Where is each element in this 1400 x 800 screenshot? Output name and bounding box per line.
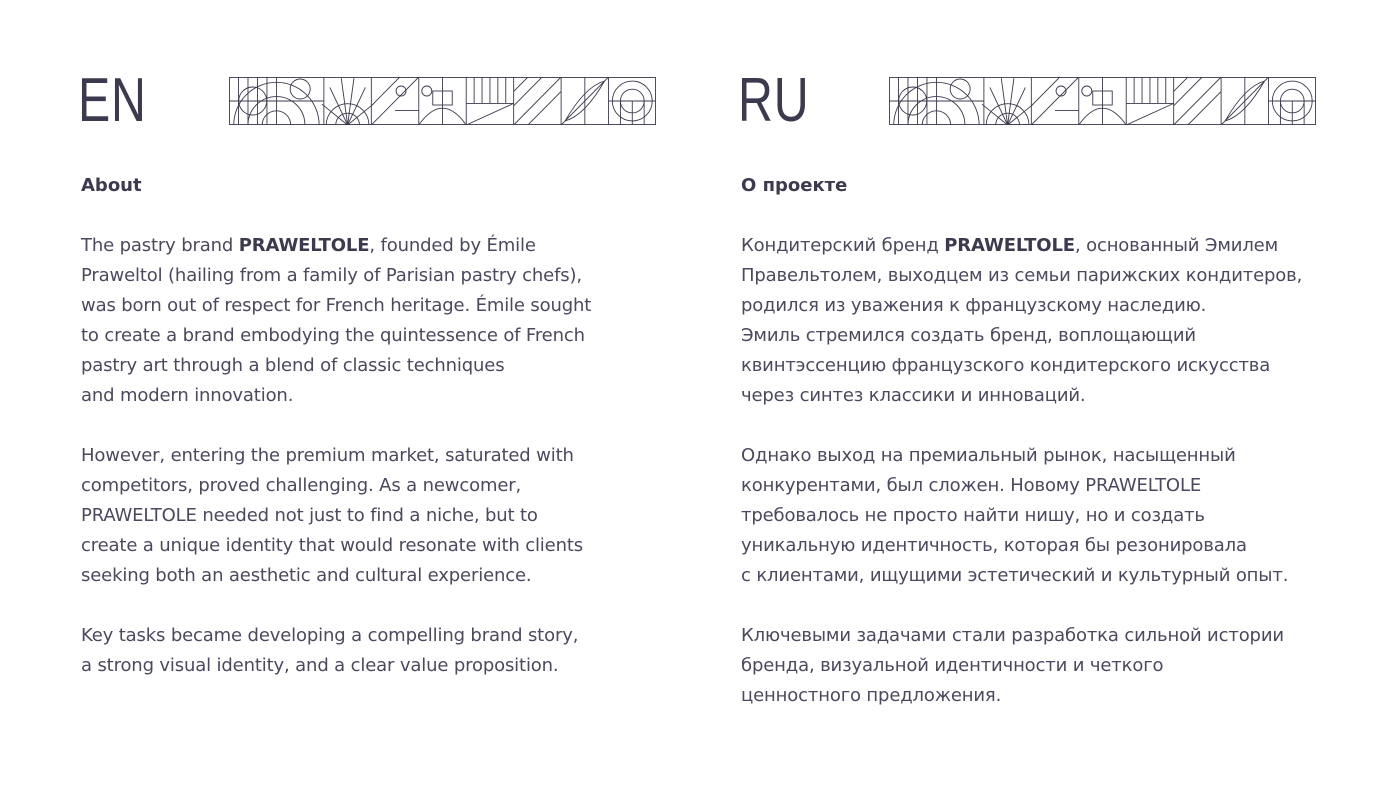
paragraph-line — [741, 531, 1288, 561]
language-code-ru: RU — [738, 66, 810, 135]
paragraph-line — [741, 351, 1302, 381]
text-span: , founded by Émile — [369, 235, 536, 256]
text-span: seeking both an aesthetic and cultural experience. — [81, 565, 532, 586]
paragraph-line — [81, 261, 591, 291]
paragraph-line — [81, 231, 591, 261]
paragraph-line — [81, 441, 583, 471]
brand-name: PRAWELTOLE — [944, 235, 1075, 256]
text-span: was born out of respect for French heritage. Émile sought — [81, 295, 592, 316]
section-heading-en: About — [81, 175, 142, 196]
paragraph-ru-2 — [741, 441, 1288, 591]
text-span: to create a brand embodying the quintessence of French — [81, 325, 585, 346]
paragraph-line — [81, 651, 578, 681]
text-span: бренда, визуальной идентичности и четкого — [741, 655, 1164, 676]
text-span: квинтэссенцию французского кондитерского искусства — [741, 355, 1271, 376]
language-code-en: EN — [78, 66, 147, 135]
text-span: Кондитерский бренд — [741, 235, 945, 256]
text-span: родился из уважения к французскому наследию. — [741, 295, 1207, 316]
paragraph-line — [741, 231, 1302, 261]
text-span: уникальную идентичность, которая бы резонировала — [741, 535, 1247, 556]
paragraph-en-2 — [81, 441, 583, 591]
art-deco-ornament-icon — [229, 77, 656, 125]
text-span: через синтез классики и инноваций. — [741, 385, 1086, 406]
text-span: требовалось не просто найти нишу, но и создать — [741, 505, 1205, 526]
paragraph-line — [741, 471, 1288, 501]
paragraph-line — [741, 561, 1288, 591]
text-span: a strong visual identity, and a clear value proposition. — [81, 655, 559, 676]
text-span: Ключевыми задачами стали разработка сильной истории — [741, 625, 1284, 646]
paragraph-line — [741, 621, 1284, 651]
paragraph-line — [741, 651, 1284, 681]
paragraph-en-3 — [81, 621, 578, 681]
paragraph-line — [81, 471, 583, 501]
paragraph-line — [741, 681, 1284, 711]
paragraph-line — [741, 501, 1288, 531]
paragraph-line — [741, 441, 1288, 471]
text-span: Правельтолем, выходцем из семьи парижских кондитеров, — [741, 265, 1303, 286]
paragraph-line — [741, 261, 1302, 291]
paragraph-ru-3 — [741, 621, 1284, 711]
paragraph-line — [81, 351, 591, 381]
text-span: ценностного предложения. — [741, 685, 1002, 706]
paragraph-line — [81, 531, 583, 561]
paragraph-line — [741, 381, 1302, 411]
brand-name: PRAWELTOLE — [238, 235, 370, 256]
paragraph-line — [81, 291, 591, 321]
paragraph-line — [81, 321, 591, 351]
text-span: competitors, proved challenging. As a newcomer, — [81, 475, 522, 496]
text-span: Praweltol (hailing from a family of Parisian pastry chefs), — [81, 265, 582, 286]
text-span: PRAWELTOLE needed not just to find a niche, but to — [81, 505, 538, 526]
paragraph-line — [741, 321, 1302, 351]
paragraph-en-1 — [81, 231, 591, 411]
art-deco-ornament-icon — [889, 77, 1316, 125]
paragraph-line — [81, 621, 578, 651]
paragraph-line — [81, 501, 583, 531]
text-span: Key tasks became developing a compelling brand story, — [81, 625, 579, 646]
text-span: Эмиль стремился создать бренд, воплощающий — [741, 325, 1196, 346]
paragraph-ru-1 — [741, 231, 1302, 411]
text-span: and modern innovation. — [81, 385, 294, 406]
text-span: Однако выход на премиальный рынок, насыщенный — [741, 445, 1236, 466]
section-heading-ru: О проекте — [741, 175, 848, 196]
text-span: pastry art through a blend of classic techniques — [81, 355, 505, 376]
text-span: , основанный Эмилем — [1074, 235, 1279, 256]
paragraph-line — [81, 561, 583, 591]
text-span: конкурентами, был сложен. Новому PRAWELTOLE — [741, 475, 1202, 496]
paragraph-line — [81, 381, 591, 411]
text-span: The pastry brand — [81, 235, 239, 256]
text-span: However, entering the premium market, saturated with — [81, 445, 574, 466]
text-span: create a unique identity that would resonate with clients — [81, 535, 583, 556]
paragraph-line — [741, 291, 1302, 321]
text-span: с клиентами, ищущими эстетический и культурный опыт. — [741, 565, 1289, 586]
